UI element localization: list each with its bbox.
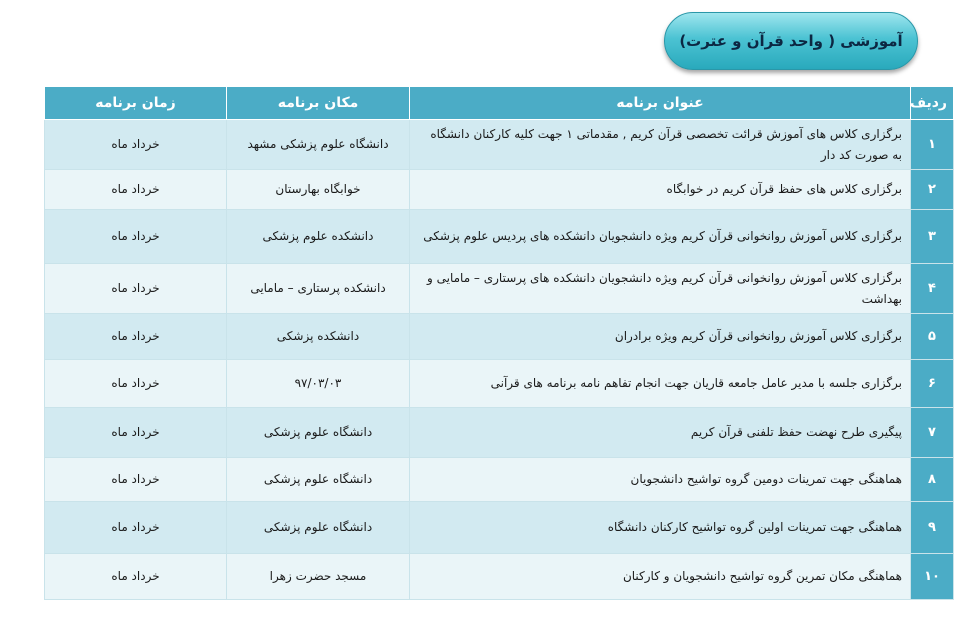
row-number-cell: ۳: [911, 210, 954, 264]
program-title-cell: برگزاری کلاس آموزش روانخوانی قرآن کریم ویژه برادران: [410, 314, 911, 360]
row-number-cell: ۴: [911, 264, 954, 314]
section-title-badge: [664, 12, 918, 70]
program-title-cell: هماهنگی جهت تمرینات اولین گروه تواشیح کارکنان دانشگاه: [410, 502, 911, 554]
column-header-row-number: ردیف: [911, 87, 954, 120]
table-row: [45, 408, 954, 458]
row-number-cell: ۵: [911, 314, 954, 360]
table-row: [45, 314, 954, 360]
row-number-cell: ۱۰: [911, 554, 954, 600]
program-time-cell: خرداد ماه: [45, 170, 227, 210]
program-time-cell: خرداد ماه: [45, 314, 227, 360]
table-header-row: [45, 87, 954, 120]
program-title-cell: پیگیری طرح نهضت حفظ تلفنی قرآن کریم: [410, 408, 911, 458]
row-number-cell: ۲: [911, 170, 954, 210]
column-header-program-place: مکان برنامه: [227, 87, 410, 120]
program-place-cell: خوابگاه بهارستان: [227, 170, 410, 210]
row-number-cell: ۱: [911, 120, 954, 170]
row-number-cell: ۸: [911, 458, 954, 502]
program-place-cell: ۹۷/۰۳/۰۳: [227, 360, 410, 408]
column-header-program-title: عنوان برنامه: [410, 87, 911, 120]
program-time-cell: خرداد ماه: [45, 408, 227, 458]
program-time-cell: خرداد ماه: [45, 264, 227, 314]
program-time-cell: خرداد ماه: [45, 554, 227, 600]
row-number-cell: ۹: [911, 502, 954, 554]
program-title-cell: برگزاری کلاس های حفظ قرآن کریم در خوابگاه: [410, 170, 911, 210]
table-row: [45, 170, 954, 210]
program-title-cell: برگزاری جلسه با مدیر عامل جامعه قاریان جهت انجام تفاهم نامه برنامه های قرآنی: [410, 360, 911, 408]
program-place-cell: دانشگاه علوم پزشکی: [227, 502, 410, 554]
program-time-cell: خرداد ماه: [45, 458, 227, 502]
table-row: [45, 120, 954, 170]
program-title-cell: برگزاری کلاس های آموزش قرائت تخصصی قرآن کریم , مقدماتی ۱ جهت کلیه کارکنان دانشگاه به صورت کد دار: [410, 120, 911, 170]
program-place-cell: دانشگاه علوم پزشکی: [227, 408, 410, 458]
program-time-cell: خرداد ماه: [45, 502, 227, 554]
program-place-cell: دانشکده علوم پزشکی: [227, 210, 410, 264]
table-row: [45, 502, 954, 554]
program-time-cell: خرداد ماه: [45, 360, 227, 408]
program-title-cell: برگزاری کلاس آموزش روانخوانی قرآن کریم ویژه دانشجویان دانشکده های پردیس علوم پزشکی: [410, 210, 911, 264]
column-header-program-time: زمان برنامه: [45, 87, 227, 120]
program-time-cell: خرداد ماه: [45, 210, 227, 264]
program-title-cell: برگزاری کلاس آموزش روانخوانی قرآن کریم ویژه دانشجویان دانشکده های پرستاری – مامایی و بهداشت: [410, 264, 911, 314]
program-place-cell: مسجد حضرت زهرا: [227, 554, 410, 600]
table-row: [45, 210, 954, 264]
table-row: [45, 458, 954, 502]
program-place-cell: دانشکده پرستاری – مامایی: [227, 264, 410, 314]
program-title-cell: هماهنگی جهت تمرینات دومین گروه تواشیح دانشجویان: [410, 458, 911, 502]
row-number-cell: ۶: [911, 360, 954, 408]
program-place-cell: دانشگاه علوم پزشکی مشهد: [227, 120, 410, 170]
program-schedule-table: [44, 86, 954, 600]
table-row: [45, 264, 954, 314]
row-number-cell: ۷: [911, 408, 954, 458]
table-row: [45, 360, 954, 408]
program-time-cell: خرداد ماه: [45, 120, 227, 170]
program-place-cell: دانشکده پزشکی: [227, 314, 410, 360]
program-place-cell: دانشگاه علوم پزشکی: [227, 458, 410, 502]
section-title: آموزشی ( واحد قرآن و عترت): [679, 32, 903, 50]
program-title-cell: هماهنگی مکان تمرین گروه تواشیح دانشجویان و کارکنان: [410, 554, 911, 600]
table-row: [45, 554, 954, 600]
